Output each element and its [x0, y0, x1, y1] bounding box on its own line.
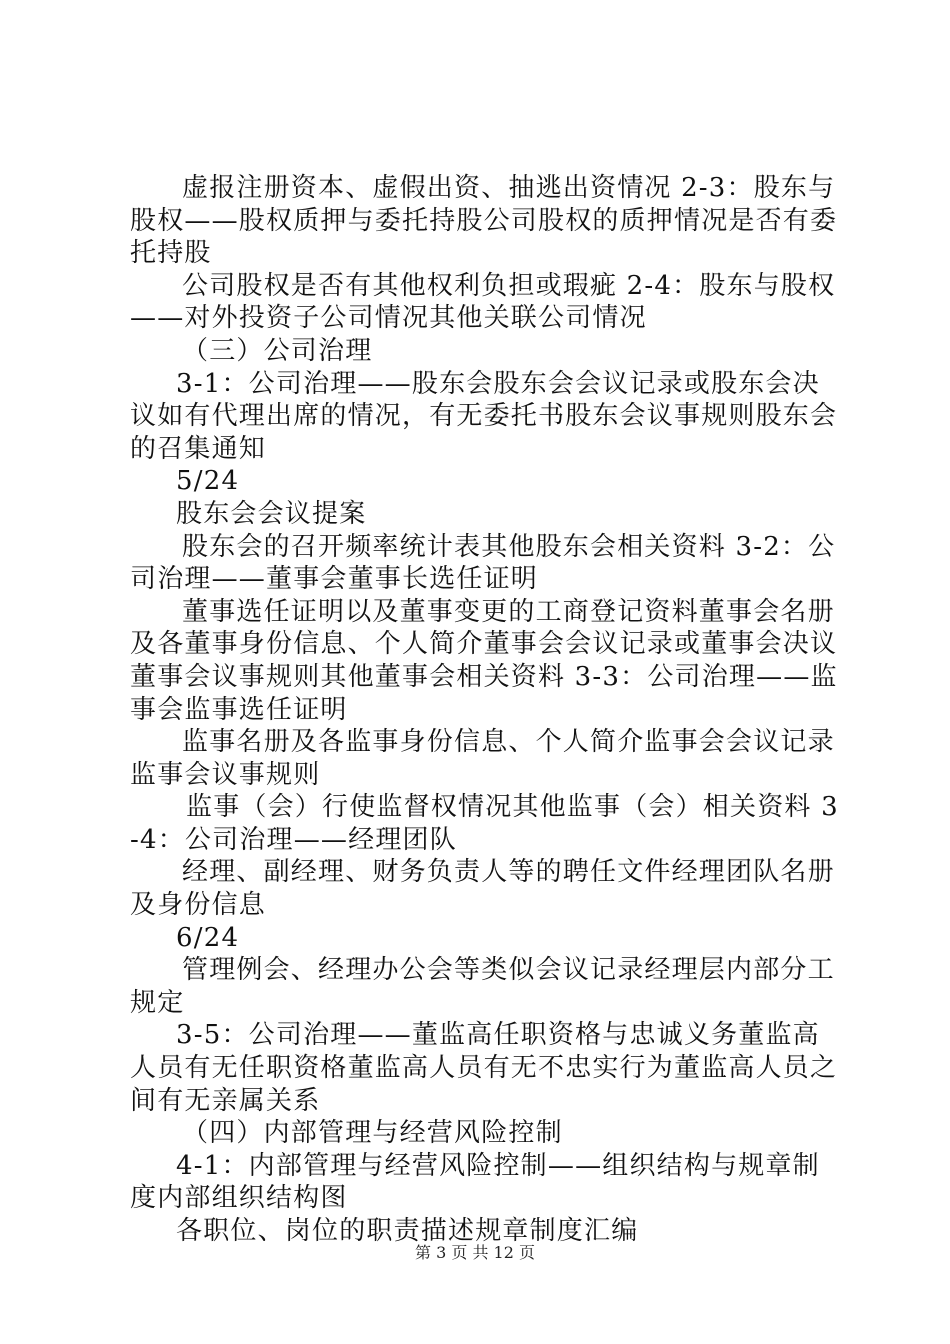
paragraph: 6/24 [176, 922, 240, 953]
document-body [130, 172, 840, 1248]
paragraph: 3-1：公司治理——股东会股东会会议记录或股东会决议如有代理出席的情况，有无委托书股东会议事规则股东会的召集通知 [130, 368, 838, 464]
paragraph: （四）内部管理与经营风险控制 [182, 1118, 563, 1149]
paragraph: 3-5：公司治理——董监高任职资格与忠诚义务董监高人员有无任职资格董监高人员有无不忠实行为董监高人员之间有无亲属关系 [130, 1020, 838, 1116]
paragraph: 虚报注册资本、虚假出资、抽逃出资情况 2-3：股东与股权——股权质押与委托持股公司股权的质押情况是否有委托持股 [130, 173, 838, 269]
paragraph: 监事名册及各监事身份信息、个人简介监事会会议记录监事会议事规则 [130, 727, 835, 790]
paragraph: 监事（会）行使监督权情况其他监事（会）相关资料 3-4：公司治理——经理团队 [130, 792, 839, 855]
paragraph: 董事选任证明以及董事变更的工商登记资料董事会名册及各董事身份信息、个人简介董事会会议记录或董事会决议董事会议事规则其他董事会相关资料 3-3：公司治理——监事会监事选任证明 [130, 596, 838, 725]
page-footer: 第 3 页 共 12 页 [415, 1243, 535, 1262]
paragraph: 4-1：内部管理与经营风险控制——组织结构与规章制度内部组织结构图 [130, 1150, 820, 1214]
paragraph: 经理、副经理、财务负责人等的聘任文件经理团队名册及身份信息 [130, 857, 835, 921]
paragraph: 管理例会、经理办公会等类似会议记录经理层内部分工规定 [130, 955, 835, 1018]
paragraph: 股东会的召开频率统计表其他股东会相关资料 3-2：公司治理——董事会董事长选任证明 [130, 531, 836, 595]
paragraph: 各职位、岗位的职责描述规章制度汇编 [176, 1216, 639, 1246]
paragraph: 5/24 [176, 466, 240, 497]
paragraph: 股东会会议提案 [176, 498, 367, 529]
paragraph: （三）公司治理 [182, 335, 373, 366]
paragraph: 公司股权是否有其他权利负担或瑕疵 2-4：股东与股权——对外投资子公司情况其他关联公司情况 [130, 270, 836, 334]
